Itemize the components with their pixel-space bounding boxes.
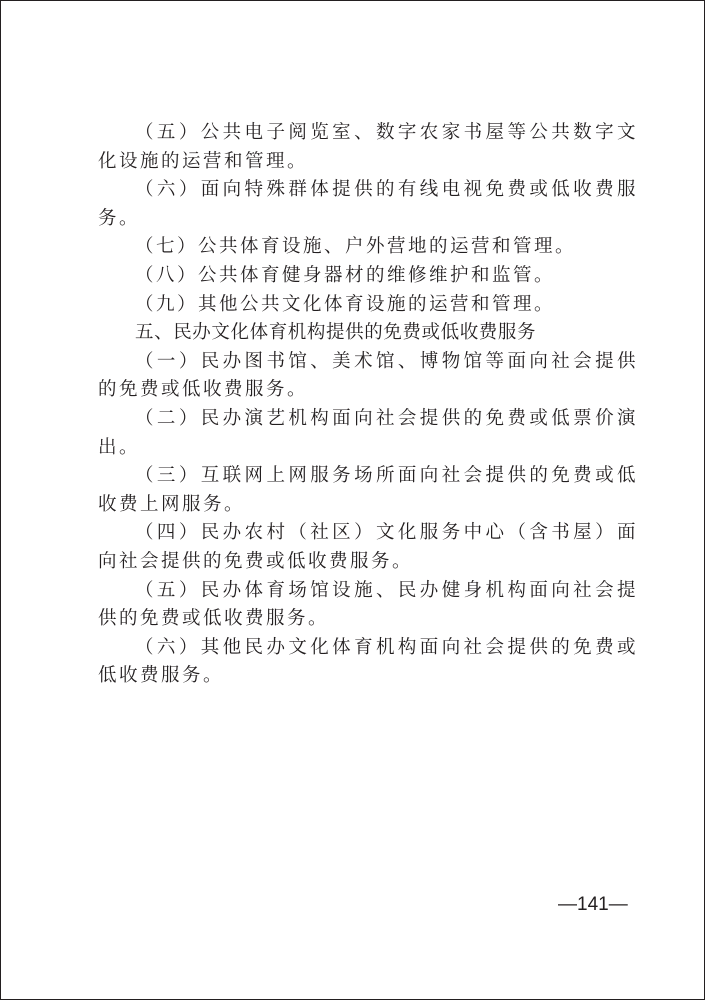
paragraph-public-sports-facilities: （七）公共体育设施、户外营地的运营和管理。 [135, 236, 577, 258]
page-number: —141— [558, 894, 628, 915]
paragraph-other-public-facilities: （九）其他公共文化体育设施的运营和管理。 [135, 293, 556, 315]
paragraph-public-e-reading-rooms: （五）公共电子阅览室、数字农家书屋等公共数字文化设施的运营和管理。 [98, 122, 638, 172]
paragraph-private-performing-arts: （二）民办演艺机构面向社会提供的免费或低票价演出。 [98, 407, 638, 458]
paragraph-fitness-equipment-maintenance: （八）公共体育健身器材的维修维护和监管。 [135, 264, 556, 286]
paragraph-private-libraries-museums: （一）民办图书馆、美术馆、博物馆等面向社会提供的免费或低收费服务。 [98, 350, 638, 401]
paragraph-other-private-institutions: （六）其他民办文化体育机构面向社会提供的免费或低收费服务。 [98, 636, 638, 687]
paragraph-internet-service-venues: （三）互联网上网服务场所面向社会提供的免费或低收费上网服务。 [98, 465, 638, 515]
page-body [98, 119, 638, 691]
paragraph-private-sports-venues: （五）民办体育场馆设施、民办健身机构面向社会提供的免费或低收费服务。 [98, 579, 638, 630]
paragraph-cable-tv-services: （六）面向特殊群体提供的有线电视免费或低收费服务。 [98, 179, 638, 229]
paragraph-rural-community-centers: （四）民办农村（社区）文化服务中心（含书屋）面向社会提供的免费或低收费服务。 [98, 522, 638, 572]
section-heading: 五、民办文化体育机构提供的免费或低收费服务 [135, 322, 537, 344]
